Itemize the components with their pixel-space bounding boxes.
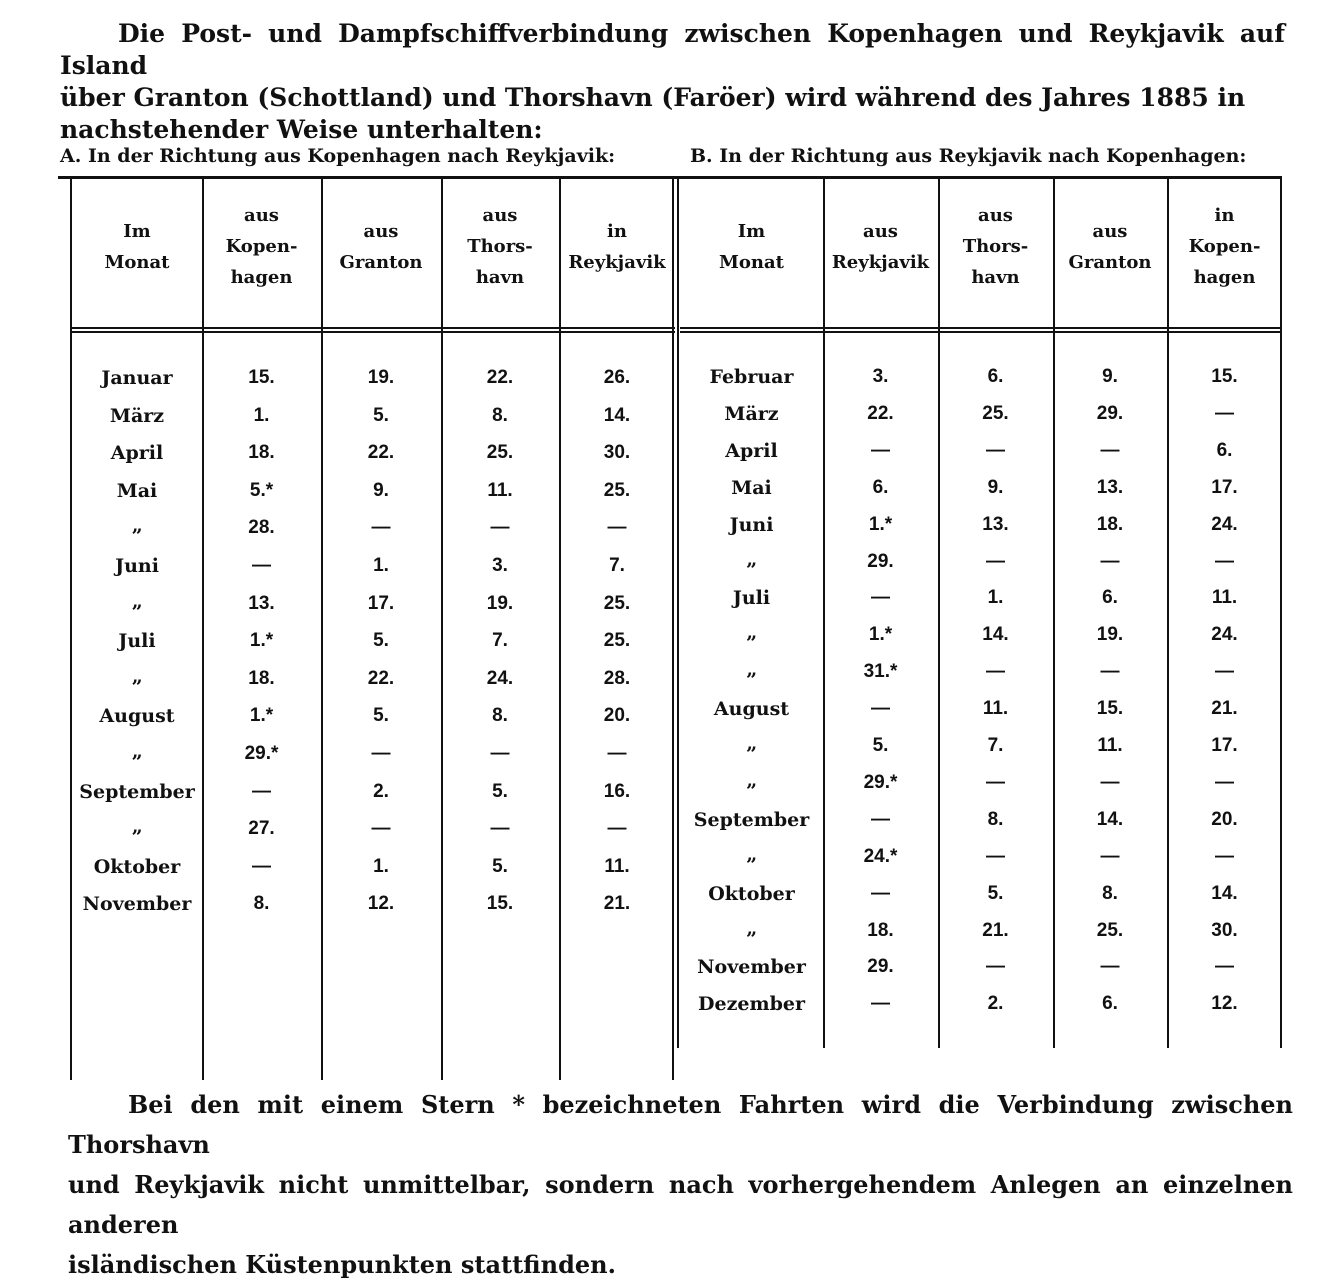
date-cell: 9. — [987, 476, 1004, 498]
footnote-line: Bei den mit einem Stern * bezeichneten Fahrten wird die Verbindung zwischen Thorshavn — [68, 1090, 1293, 1159]
date-cell: — — [371, 517, 391, 539]
date-cell: 25. — [603, 630, 631, 652]
month-cell: September — [693, 808, 810, 831]
date-cell: — — [986, 439, 1005, 461]
month-cell: Mai — [116, 479, 158, 502]
date-cell: 24. — [1211, 624, 1238, 646]
date-cell: 15. — [486, 893, 514, 915]
date-cell: 25. — [486, 442, 514, 464]
date-cell: 11. — [604, 855, 630, 877]
month-cell: ” — [746, 558, 757, 581]
footnote-line: und Reykjavik nicht unmittelbar, sondern nach vorhergehendem Anlegen an einzelnen anderen — [68, 1170, 1293, 1239]
date-cell: 5. — [872, 735, 889, 756]
date-cell: — — [871, 993, 890, 1015]
date-cell: — — [1100, 956, 1120, 978]
month-cell: ” — [131, 826, 143, 849]
date-cell: 7. — [609, 555, 625, 576]
footnote-line: isländischen Küstenpunkten stattfinden. — [68, 1250, 616, 1279]
date-cell: — — [871, 439, 890, 461]
date-cell: 25. — [603, 479, 631, 501]
date-cell: — — [490, 818, 510, 840]
date-cell: 8. — [1102, 882, 1118, 904]
date-cell: 5.* — [249, 479, 274, 501]
date-cell: 17. — [367, 592, 395, 614]
date-cell: 1. — [373, 555, 389, 576]
date-cell: 14. — [982, 624, 1009, 646]
month-cell: ” — [131, 751, 143, 773]
column-divider — [1053, 178, 1055, 1048]
column-header — [1053, 216, 1167, 278]
date-cell: — — [1215, 402, 1234, 424]
column-header — [1167, 200, 1282, 293]
date-cell: 12. — [1211, 993, 1238, 1015]
date-cell: 27. — [248, 818, 275, 840]
intro-line: über Granton (Schottland) und Thorshavn (Faröer) wird während des Jahres 1885 in — [60, 83, 1246, 112]
date-cell: — — [252, 780, 271, 802]
date-cell: 7. — [987, 735, 1004, 756]
date-cell: 15. — [1096, 698, 1124, 720]
month-cell: November — [697, 956, 806, 979]
column-header-line: aus — [363, 221, 399, 242]
column-header-line: hagen — [230, 267, 293, 288]
section-b-title: B. In der Richtung aus Reykjavik nach Kopenhagen: — [690, 145, 1247, 167]
date-cell: 18. — [1096, 513, 1124, 535]
date-cell: 6. — [1216, 439, 1233, 461]
column-header — [823, 216, 938, 278]
intro-line: nachstehender Weise unterhalten: — [60, 115, 543, 144]
date-cell: — — [986, 845, 1005, 867]
date-cell: — — [490, 517, 510, 539]
date-cell: 13. — [248, 592, 275, 614]
date-cell: 14. — [603, 404, 631, 426]
month-cell: August — [99, 705, 175, 728]
date-cell: 26. — [603, 367, 631, 388]
date-cell: 25. — [603, 592, 631, 614]
month-cell: April — [725, 439, 778, 462]
column-divider — [1167, 178, 1169, 1048]
date-cell: 25. — [1096, 919, 1124, 941]
column-header-line: Im — [123, 221, 151, 242]
date-cell: 17. — [1211, 476, 1238, 498]
column-divider — [677, 178, 679, 1048]
date-cell: 28. — [248, 517, 275, 539]
column-header-line: aus — [863, 221, 898, 242]
date-cell: — — [607, 818, 627, 840]
date-cell: 5. — [373, 705, 389, 727]
column-header-line: Monat — [719, 252, 784, 273]
date-cell: 21. — [982, 919, 1009, 941]
intro-paragraph — [60, 18, 1285, 146]
date-cell: — — [1100, 845, 1120, 867]
date-cell: — — [1215, 550, 1234, 572]
date-cell: 24. — [486, 667, 514, 689]
date-cell: 8. — [492, 705, 508, 727]
month-cell: ” — [131, 600, 143, 623]
date-cell: — — [252, 855, 271, 877]
date-cell: — — [871, 808, 890, 830]
date-cell: — — [1215, 661, 1234, 683]
date-cell: 30. — [603, 442, 631, 464]
date-cell: 6. — [1102, 587, 1118, 609]
date-cell: — — [1215, 956, 1234, 978]
date-cell: 19. — [367, 367, 395, 388]
date-cell: — — [986, 550, 1005, 572]
date-cell: 7. — [492, 630, 508, 652]
column-header-line: Granton — [1068, 252, 1152, 273]
date-cell: — — [490, 743, 510, 764]
column-header-line: aus — [1092, 221, 1128, 242]
date-cell: 3. — [492, 555, 508, 576]
month-cell: September — [79, 780, 195, 803]
month-cell: Oktober — [708, 882, 795, 905]
month-cell: ” — [746, 779, 757, 802]
date-cell: 1.* — [249, 705, 274, 727]
month-cell: ” — [746, 853, 757, 876]
month-cell: ” — [746, 632, 757, 655]
date-cell: 29. — [1096, 402, 1124, 424]
column-header-line: Im — [737, 221, 766, 242]
column-divider — [823, 178, 825, 1048]
month-cell: ” — [131, 675, 143, 698]
date-cell: 6. — [987, 366, 1004, 387]
date-cell: 21. — [1211, 698, 1238, 720]
column-header-line: Granton — [339, 252, 423, 273]
date-cell: 30. — [1211, 919, 1238, 941]
date-cell: — — [1100, 661, 1120, 683]
column-header-line: in — [1214, 205, 1235, 226]
month-cell: März — [109, 404, 165, 427]
column-header-line: hagen — [1193, 267, 1256, 288]
column-header-line: Monat — [104, 252, 170, 273]
date-cell: 16. — [603, 780, 631, 802]
date-cell: 25. — [982, 402, 1009, 424]
footnote-paragraph — [68, 1085, 1293, 1285]
month-cell: Juni — [729, 513, 774, 536]
date-cell: — — [986, 661, 1005, 683]
column-header-line: Thors- — [467, 236, 533, 257]
month-cell: ” — [746, 669, 757, 692]
date-cell: 13. — [982, 513, 1009, 535]
date-cell: — — [1100, 439, 1120, 461]
date-cell: 18. — [248, 442, 275, 464]
month-cell: Dezember — [698, 993, 805, 1016]
date-cell: 28. — [603, 667, 631, 689]
date-cell: 3. — [872, 366, 889, 387]
date-cell: 14. — [1211, 882, 1238, 904]
date-cell: 6. — [872, 476, 889, 498]
column-header-line: aus — [244, 205, 279, 226]
date-cell: — — [871, 882, 890, 904]
date-cell: 29. — [867, 550, 894, 572]
date-cell: — — [1215, 771, 1234, 793]
date-cell: 5. — [373, 404, 389, 426]
date-cell: 20. — [1211, 808, 1238, 830]
date-cell: 14. — [1096, 808, 1124, 830]
header-double-rule — [680, 327, 1282, 333]
date-cell: 19. — [486, 592, 514, 614]
date-cell: 9. — [1102, 366, 1118, 387]
month-cell: August — [713, 698, 790, 721]
date-cell: 13. — [1096, 476, 1124, 498]
date-cell: 22. — [367, 442, 395, 464]
date-cell: 5. — [492, 780, 508, 802]
column-header-line: havn — [475, 267, 525, 288]
date-cell: — — [607, 517, 627, 539]
date-cell: 11. — [1097, 735, 1123, 756]
month-cell: Februar — [709, 366, 794, 388]
date-cell: 15. — [1211, 366, 1238, 387]
date-cell: 2. — [987, 993, 1004, 1015]
date-cell: 1.* — [868, 513, 893, 535]
date-cell: 24.* — [863, 845, 898, 867]
date-cell: — — [1215, 845, 1234, 867]
column-header-line: Reykjavik — [568, 252, 666, 273]
column-header-line: aus — [482, 205, 518, 226]
date-cell: 12. — [367, 893, 395, 915]
column-header — [938, 200, 1053, 293]
table-section-b — [0, 178, 1321, 1078]
month-cell: März — [724, 402, 779, 425]
date-cell: 24. — [1211, 513, 1238, 535]
date-cell: 18. — [867, 919, 894, 941]
date-cell: 9. — [373, 479, 389, 501]
date-cell: 8. — [987, 808, 1004, 830]
column-header-line: aus — [978, 205, 1013, 226]
date-cell: — — [371, 743, 391, 764]
date-cell: 1. — [987, 587, 1004, 609]
date-cell: — — [1100, 550, 1120, 572]
month-cell: November — [82, 893, 192, 916]
column-divider — [938, 178, 940, 1048]
column-header-line: Thors- — [962, 236, 1029, 257]
date-cell: — — [986, 771, 1005, 793]
date-cell: — — [871, 587, 890, 609]
date-cell: 19. — [1096, 624, 1124, 646]
month-cell: Juli — [118, 630, 156, 653]
month-cell: ” — [746, 927, 757, 950]
date-cell: 22. — [867, 402, 894, 424]
month-cell: Juli — [732, 587, 771, 610]
date-cell: 21. — [603, 893, 631, 915]
date-cell: 8. — [492, 404, 508, 426]
month-cell: April — [110, 442, 164, 465]
month-cell: ” — [131, 525, 143, 548]
date-cell: 5. — [373, 630, 389, 652]
date-cell: 1. — [253, 404, 270, 426]
date-cell: 29.* — [863, 771, 898, 793]
column-header-line: Kopen- — [1188, 236, 1261, 257]
date-cell: — — [871, 698, 890, 720]
column-header-line: Kopen- — [225, 236, 298, 257]
date-cell: 8. — [253, 893, 270, 915]
date-cell: 6. — [1102, 993, 1118, 1015]
month-cell: Oktober — [93, 855, 181, 878]
month-cell: Januar — [101, 367, 173, 389]
date-cell: 5. — [492, 855, 508, 877]
date-cell: 11. — [487, 479, 513, 501]
date-cell: 29.* — [244, 743, 279, 764]
section-a-title: A. In der Richtung aus Kopenhagen nach Reykjavik: — [60, 145, 616, 167]
date-cell: 20. — [603, 705, 631, 727]
column-header-line: Reykjavik — [831, 252, 930, 273]
date-cell: — — [607, 743, 627, 764]
date-cell: 1.* — [868, 624, 893, 646]
date-cell: 17. — [1211, 735, 1238, 756]
date-cell: 22. — [486, 367, 514, 388]
date-cell: 5. — [987, 882, 1004, 904]
date-cell: 11. — [982, 698, 1009, 720]
date-cell: 22. — [367, 667, 395, 689]
column-header-line: in — [607, 221, 627, 242]
date-cell: — — [1100, 771, 1120, 793]
date-cell: 11. — [1211, 587, 1238, 609]
column-header — [680, 216, 823, 278]
date-cell: 15. — [248, 367, 275, 388]
date-cell: — — [252, 555, 271, 576]
date-cell: 1. — [373, 855, 389, 877]
date-cell: 1.* — [249, 630, 274, 652]
month-cell: ” — [746, 743, 757, 765]
date-cell: 2. — [373, 780, 389, 802]
month-cell: Mai — [731, 476, 772, 499]
date-cell: — — [986, 956, 1005, 978]
date-cell: 29. — [867, 956, 894, 978]
column-divider — [1280, 178, 1282, 1048]
date-cell: — — [371, 818, 391, 840]
date-cell: 31.* — [863, 661, 898, 683]
month-cell: Juni — [115, 555, 159, 577]
column-header-line: havn — [971, 267, 1020, 288]
intro-line: Die Post- und Dampfschiffverbindung zwischen Kopenhagen und Reykjavik auf Island — [60, 19, 1285, 80]
date-cell: 18. — [248, 667, 275, 689]
